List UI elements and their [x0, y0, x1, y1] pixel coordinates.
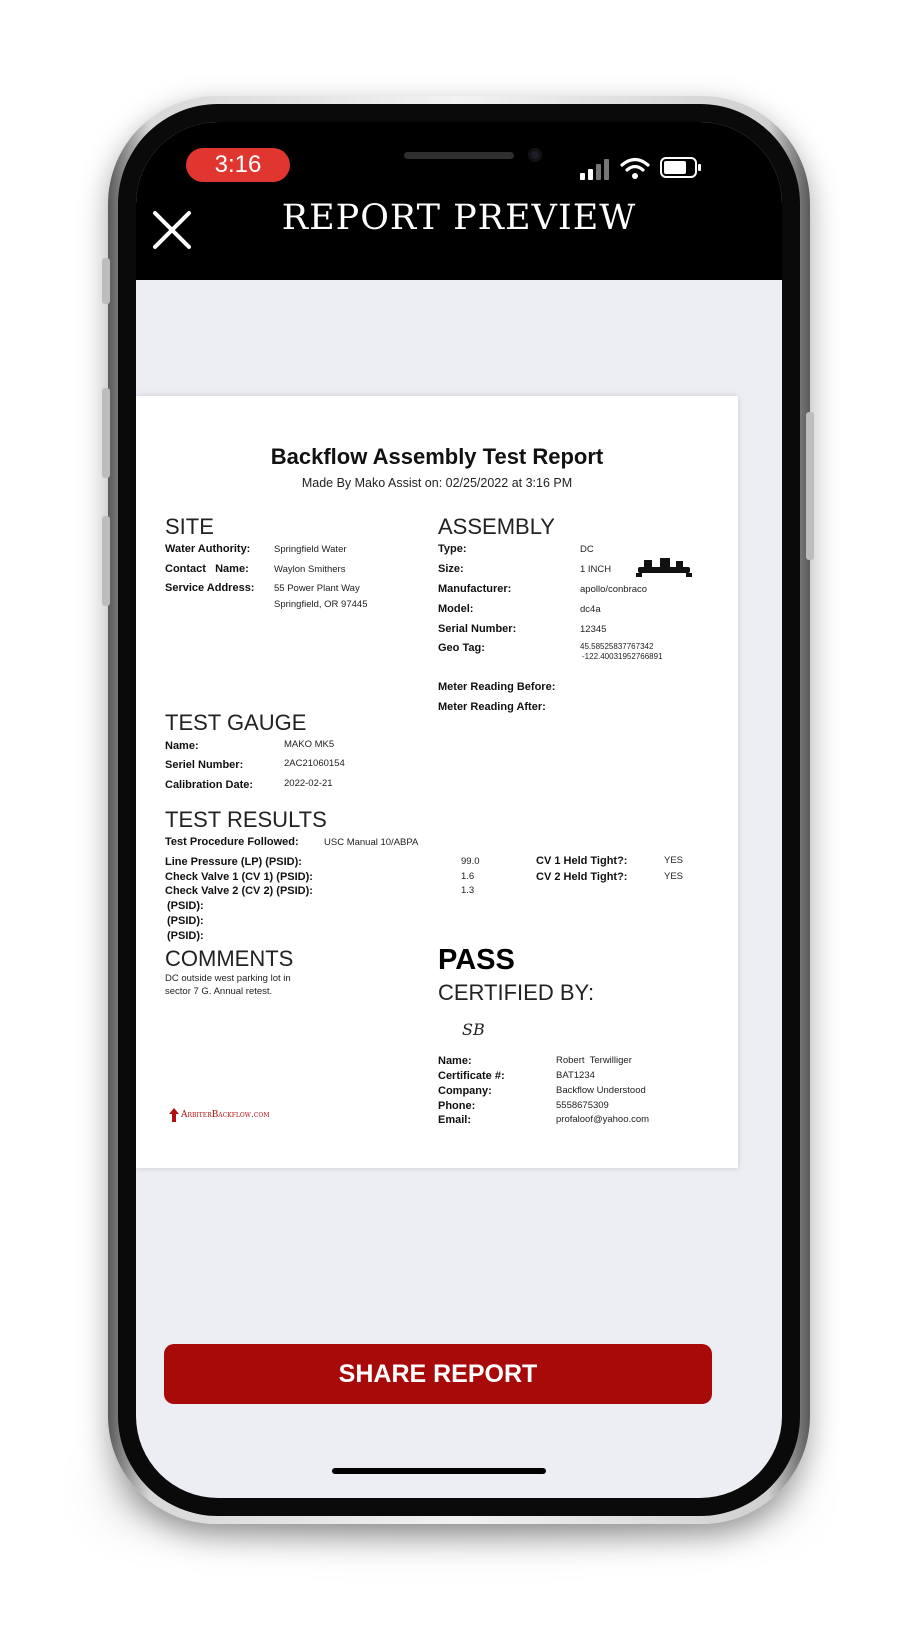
phone-value: 5558675309	[556, 1100, 609, 1111]
phone-screen	[136, 122, 782, 1498]
share-report-button[interactable]: SHARE REPORT	[164, 1344, 712, 1404]
signal-icon	[580, 158, 610, 180]
cv2-held-label: CV 2 Held Tight?:	[536, 871, 628, 883]
meter-after-label: Meter Reading After:	[438, 701, 546, 713]
report-subtitle: Made By Mako Assist on: 02/25/2022 at 3:16 PM	[301, 476, 573, 490]
status-time: 3:16	[186, 148, 290, 182]
gauge-name-value: MAKO MK5	[284, 739, 335, 750]
check-valve-2-label: Check Valve 2 (CV 2) (PSID):	[165, 885, 313, 897]
water-authority-label: Water Authority:	[165, 543, 251, 555]
cert-number-value: BAT1234	[556, 1070, 595, 1081]
type-label: Type:	[438, 543, 467, 555]
email-value: profaloof@yahoo.com	[556, 1114, 650, 1125]
calibration-value: 2022-02-21	[284, 778, 333, 789]
pass-result: PASS	[438, 944, 515, 976]
procedure-label: Test Procedure Followed:	[165, 836, 299, 848]
geo-tag-line2: -122.40031952766891	[582, 652, 663, 661]
gauge-serial-value: 2AC21060154	[284, 758, 345, 769]
volume-up-button	[102, 388, 110, 478]
report-document[interactable]	[136, 396, 738, 1168]
contact-label: Contact Name:	[165, 563, 249, 575]
cert-number-label: Certificate #:	[438, 1070, 505, 1082]
psid-label-c: (PSID):	[167, 930, 204, 942]
line-pressure-label: Line Pressure (LP) (PSID):	[165, 856, 302, 868]
volume-down-button	[102, 516, 110, 606]
signature: SB	[462, 1020, 485, 1039]
email-label: Email:	[438, 1114, 472, 1126]
cert-name-value: Robert Terwilliger	[556, 1055, 632, 1066]
address-label: Service Address:	[165, 582, 255, 594]
procedure-value: USC Manual 10/ABPA	[324, 837, 419, 848]
check-valve-1-label: Check Valve 1 (CV 1) (PSID):	[165, 871, 313, 883]
phone-label: Phone:	[438, 1100, 476, 1112]
geo-tag-label: Geo Tag:	[438, 642, 485, 654]
check-valve-2-value: 1.3	[461, 885, 475, 896]
cert-name-label: Name:	[438, 1055, 472, 1067]
gauge-serial-label: Seriel Number:	[165, 759, 244, 771]
serial-label: Serial Number:	[438, 623, 517, 635]
app-header	[136, 122, 782, 280]
water-authority-value: Springfield Water	[274, 544, 347, 555]
psid-label-a: (PSID):	[167, 900, 204, 912]
test-results-heading: TEST RESULTS	[165, 807, 327, 832]
manufacturer-value: apollo/conbraco	[580, 584, 648, 595]
battery-icon	[660, 157, 702, 179]
cv1-held-value: YES	[664, 855, 684, 866]
serial-value: 12345	[580, 624, 607, 635]
check-valve-1-value: 1.6	[461, 871, 475, 882]
test-gauge-heading: TEST GAUGE	[165, 710, 307, 735]
size-value: 1 INCH	[580, 564, 612, 575]
line-pressure-value: 99.0	[461, 856, 480, 867]
psid-label-b: (PSID):	[167, 915, 204, 927]
close-icon[interactable]	[150, 208, 194, 252]
front-camera	[528, 148, 542, 162]
page-title: REPORT PREVIEW	[281, 198, 637, 238]
address-line1: 55 Power Plant Way	[274, 583, 360, 594]
cv2-held-value: YES	[664, 871, 684, 882]
address-line2: Springfield, OR 97445	[274, 599, 368, 610]
silent-switch	[102, 258, 110, 304]
power-button	[806, 412, 814, 560]
home-indicator[interactable]	[332, 1468, 546, 1474]
site-heading: SITE	[165, 514, 214, 539]
model-label: Model:	[438, 603, 474, 615]
type-value: DC	[580, 544, 594, 555]
meter-before-label: Meter Reading Before:	[438, 681, 556, 693]
footer-logo-text: ArbiterBackflow.com	[181, 1110, 270, 1120]
model-value: dc4a	[580, 604, 601, 615]
backflow-device-icon	[636, 556, 694, 578]
cv1-held-label: CV 1 Held Tight?:	[536, 855, 628, 867]
comments-line1: DC outside west parking lot in	[165, 973, 291, 984]
contact-value: Waylon Smithers	[274, 564, 346, 575]
size-label: Size:	[438, 563, 464, 575]
manufacturer-label: Manufacturer:	[438, 583, 512, 595]
arbiter-logo-icon	[169, 1108, 179, 1122]
report-title: Backflow Assembly Test Report	[270, 444, 604, 469]
calibration-label: Calibration Date:	[165, 779, 254, 791]
comments-line2: sector 7 G. Annual retest.	[165, 986, 273, 997]
company-label: Company:	[438, 1085, 492, 1097]
geo-tag-line1: 45.58525837767342	[580, 642, 654, 651]
comments-heading: COMMENTS	[165, 946, 294, 971]
assembly-heading: ASSEMBLY	[438, 514, 555, 539]
gauge-name-label: Name:	[165, 740, 199, 752]
speaker-grille	[404, 152, 514, 159]
certified-by-heading: CERTIFIED BY:	[438, 980, 595, 1005]
company-value: Backflow Understood	[556, 1085, 646, 1096]
wifi-icon	[620, 156, 650, 180]
